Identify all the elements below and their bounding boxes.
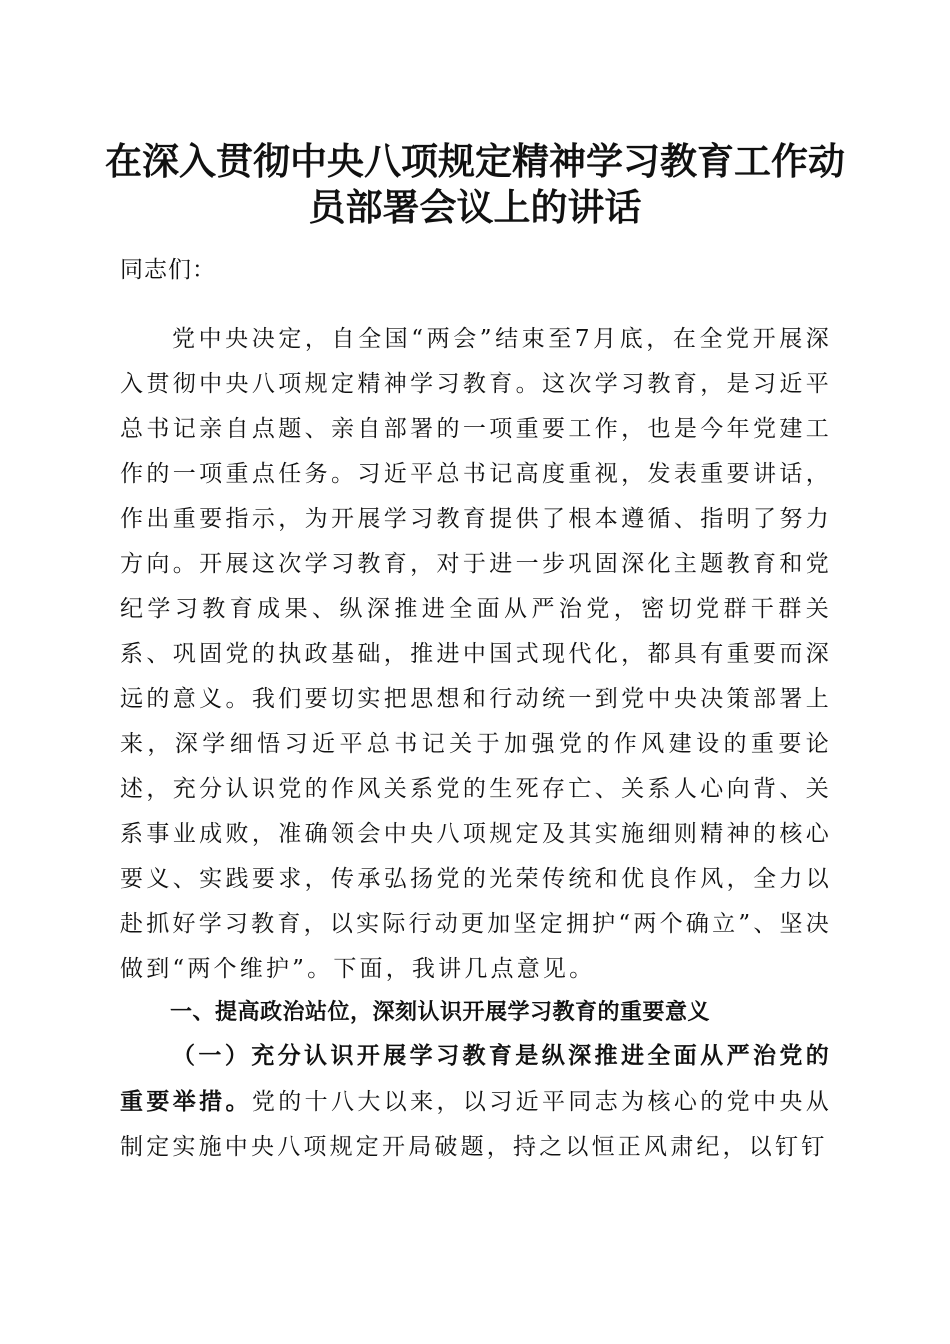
document-title-line-2: 员部署会议上的讲话 (308, 185, 642, 229)
document-title-line-1: 在深入贯彻中央八项规定精神学习教育工作动 (105, 139, 845, 183)
salutation: 同志们： (120, 257, 216, 283)
section-heading-1: 一、提高政治站位，深刻认识开展学习教育的重要意义 (170, 1000, 711, 1025)
paragraph-section-1-1 (120, 1033, 832, 1170)
subsection-body: 党的十八大以来，以习近平同志为核心的党中央从制定实施中央八项规定开局破题，持之以恒正风肃纪，以钉钉 (120, 1089, 833, 1160)
subsection-lead: （一）充分认识开展学习教育是纵深推进全面从严治党的重要举措。 (120, 1042, 832, 1115)
paragraph-intro: 党中央决定，自全国“两会”结束至7月底，在全党开展深入贯彻中央八项规定精神学习教育。这次学习教育，是习近平总书记亲自点题、亲自部署的一项重要工作，也是今年党建工作的一项重点任务。习近平总书记高度重视，发表重要讲话，作出重要指示，为开展学习教育提供了根本遵循、指明了努力方向。开展这次学习教育，对于进一步巩固深化主题教育和党纪学习教育成果、纵深推进全面从严治党，密切党群干群关系、巩固党的执政基础，推进中国式现代化，都具有重要而深远的意义。我们要切实把思想和行动统一到党中央决策部署上来，深学细悟习近平总书记关于加强党的作风建设的重要论述，充分认识党的作风关系党的生死存亡、关系人心向背、关系事业成败，准确领会中央八项规定及其实施细则精神的核心要义、实践要求，传承弘扬党的光荣传统和优良作风，全力以赴抓好学习教育，以实际行动更加坚定拥护“两个确立”、坚决做到“两个维护”。下面，我讲几点意见。 (120, 326, 832, 982)
